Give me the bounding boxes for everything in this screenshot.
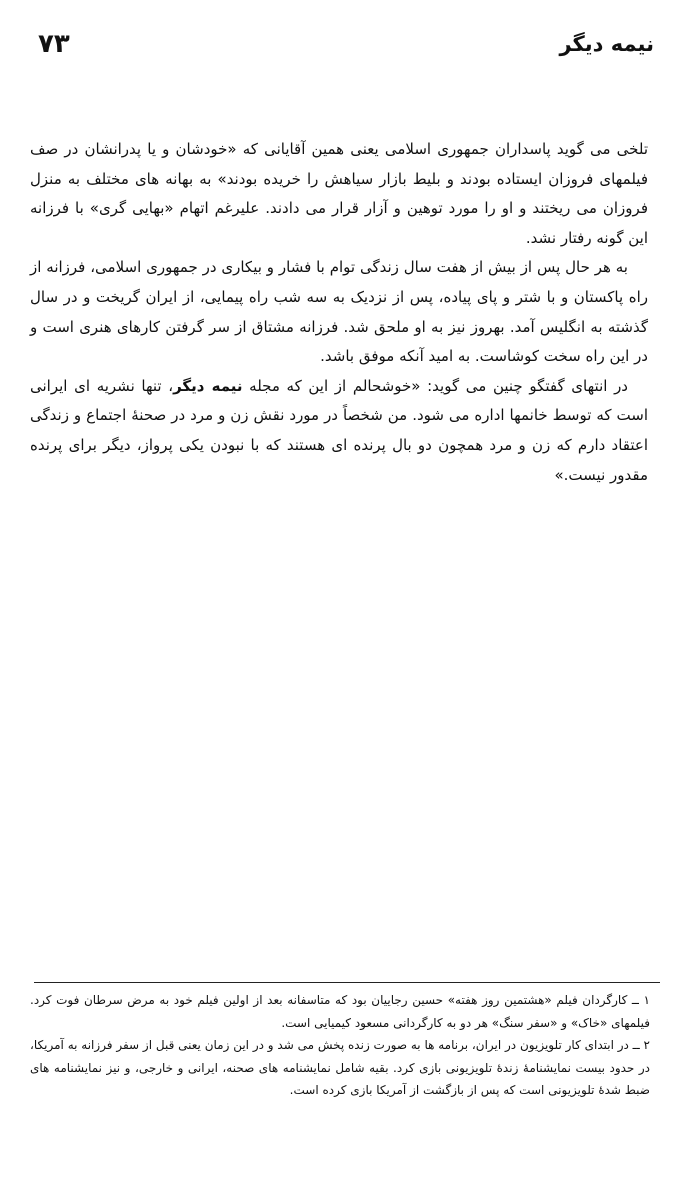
footnotes xyxy=(30,989,650,1102)
running-title: نیمه دیگر xyxy=(559,32,654,56)
page-header xyxy=(38,26,654,66)
paragraph-3-rest: ، تنها نشریه ای ایرانی است که توسط خانمها اداره می شود. من شخصاً در مورد نقش زن و مرد در صحنهٔ اجتماع و زندگی اعتقاد دارم که زن و مرد همچون دو بال پرنده ای هستند که با نبودن یکی پرواز، دیگر برای پرنده مقدور نیست.» xyxy=(30,376,648,484)
body-text xyxy=(30,135,648,490)
footnote-divider xyxy=(34,982,660,983)
paragraph-3-lead: در انتهای گفتگو چنین می گوید: «خوشحالم از این که مجله xyxy=(242,376,628,395)
paragraph-3 xyxy=(30,372,648,490)
footnote-1: ۱ ــ کارگردان فیلم «هشتمین روز هفته» حسین رجاییان بود که متاسفانه بعد از اولین فیلم خود به مرض سرطان فوت کرد. فیلمهای «خاک» و «سفر سنگ» هر دو به کارگردانی مسعود کیمیایی است. xyxy=(30,993,650,1030)
magazine-name: نیمه دیگر xyxy=(173,376,243,395)
footnote-2: ۲ ــ در ابتدای کار تلویزیون در ایران، برنامه ها به صورت زنده پخش می شد و در این زمان یعنی قبل از سفر فرزانه به آمریکا، در حدود بیست نمایشنامهٔ زندهٔ تلویزیونی بازی کرد. بقیه شامل نمایشنامه های صحنه، ایرانی و خارجی، و نیز نمایشنامه های ضبط شدهٔ تلویزیونی است که پس از بازگشت از آمریکا بازی کرده است. xyxy=(30,1038,650,1097)
paragraph-2: به هر حال پس از بیش از هفت سال زندگی توام با فشار و بیکاری در جمهوری اسلامی، فرزانه از راه پاکستان و با شتر و پای پیاده، پس از نزدیک به سه شب راه پیمایی، از ایران گریخت و در سال گذشته به انگلیس آمد. بهروز نیز به او ملحق شد. فرزانه مشتاق از سر گرفتن کارهای هنری است و در این راه سخت کوشاست. به امید آنکه موفق باشد. xyxy=(30,258,648,366)
paragraph-1: تلخی می گوید پاسداران جمهوری اسلامی یعنی همین آقایانی که «خودشان و یا پدرانشان در صف فیلمهای فروزان ایستاده بودند و بلیط بازار سیاهش را خریده بودند» به بهانه های مختلف به منزل فروزان می ریختند و او را مورد توهین و آزار قرار می دادند. علیرغم اتهام «بهایی گری» با فرزانه این گونه رفتار نشد. xyxy=(30,140,648,247)
page-number: ۷۳ xyxy=(38,29,70,59)
